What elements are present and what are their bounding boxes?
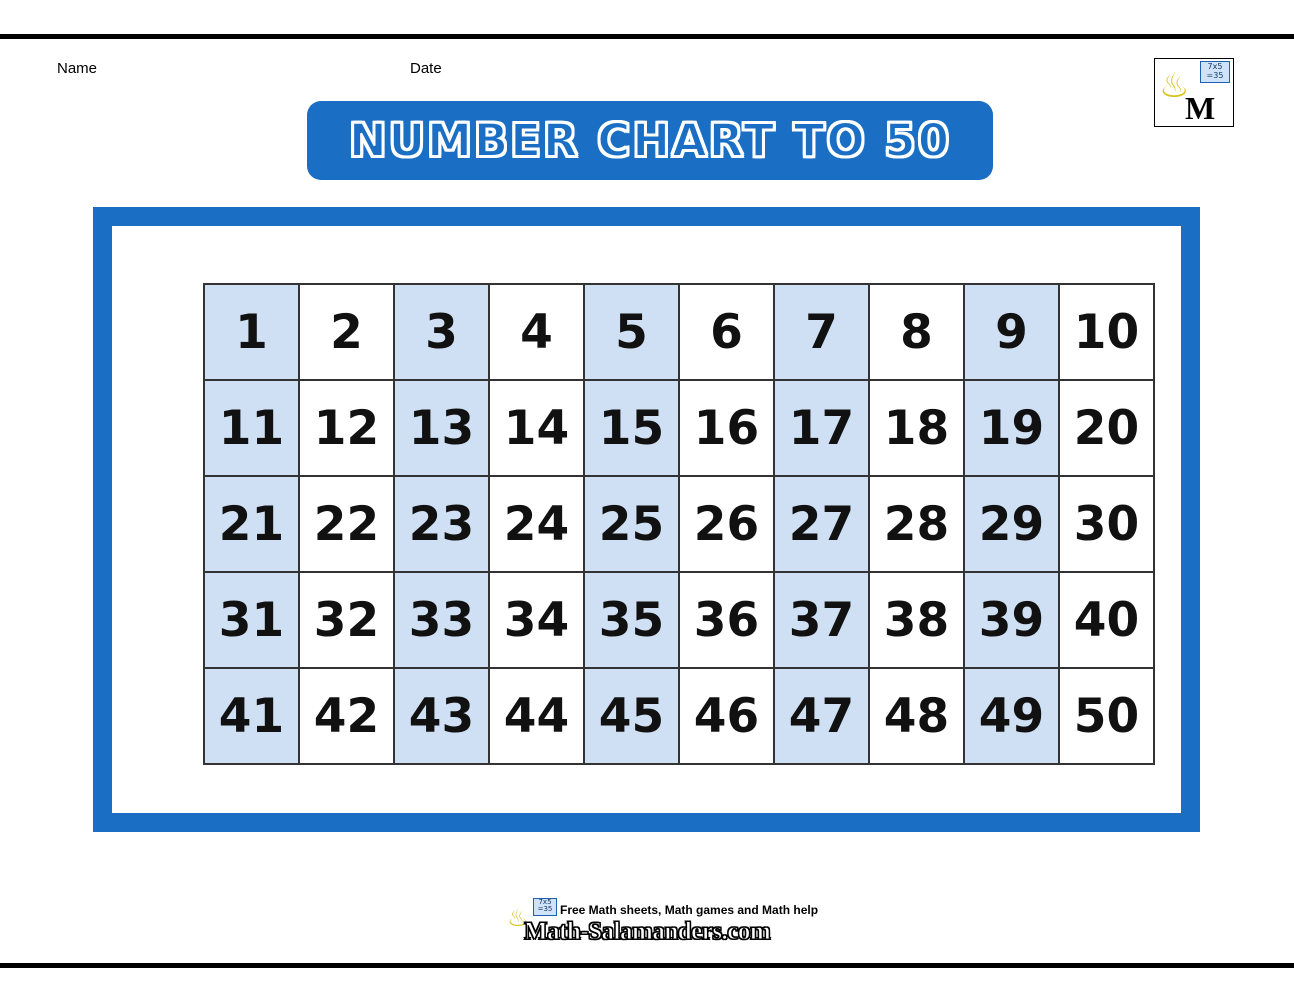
- math-salamanders-logo: [1154, 58, 1234, 127]
- number-cell: 5: [584, 284, 679, 380]
- number-cell: 27: [774, 476, 869, 572]
- number-cell: 47: [774, 668, 869, 764]
- number-cell: 28: [869, 476, 964, 572]
- number-cell: 23: [394, 476, 489, 572]
- number-cell: 33: [394, 572, 489, 668]
- salamander-icon: ♨: [1159, 66, 1190, 106]
- number-cell: 46: [679, 668, 774, 764]
- number-cell: 21: [204, 476, 299, 572]
- number-cell: 17: [774, 380, 869, 476]
- number-cell: 30: [1059, 476, 1154, 572]
- number-cell: 34: [489, 572, 584, 668]
- page-title: NUMBER CHART TO 50: [348, 114, 952, 167]
- number-cell: 13: [394, 380, 489, 476]
- number-cell: 37: [774, 572, 869, 668]
- name-label: Name: [57, 60, 98, 77]
- number-cell: 45: [584, 668, 679, 764]
- equation-line-1: 7x5: [1207, 62, 1223, 71]
- number-cell: 14: [489, 380, 584, 476]
- number-cell: 50: [1059, 668, 1154, 764]
- number-cell: 25: [584, 476, 679, 572]
- number-cell: 26: [679, 476, 774, 572]
- number-cell: 35: [584, 572, 679, 668]
- number-cell: 18: [869, 380, 964, 476]
- number-cell: 10: [1059, 284, 1154, 380]
- table-row: [204, 572, 1154, 668]
- number-cell: 29: [964, 476, 1059, 572]
- footer-equation-line-1: 7x5: [538, 898, 552, 906]
- number-cell: 24: [489, 476, 584, 572]
- number-cell: 42: [299, 668, 394, 764]
- number-cell: 32: [299, 572, 394, 668]
- number-cell: 12: [299, 380, 394, 476]
- date-label: Date: [410, 60, 442, 77]
- number-cell: 36: [679, 572, 774, 668]
- chart-inner: [112, 226, 1181, 813]
- number-cell: 41: [204, 668, 299, 764]
- footer-equation-line-2: =35: [537, 905, 553, 913]
- number-cell: 22: [299, 476, 394, 572]
- number-cell: 9: [964, 284, 1059, 380]
- number-cell: 49: [964, 668, 1059, 764]
- header-divider-top: [0, 34, 1294, 39]
- equation-icon: [1200, 61, 1230, 83]
- number-cell: 44: [489, 668, 584, 764]
- number-cell: 43: [394, 668, 489, 764]
- number-cell: 1: [204, 284, 299, 380]
- number-cell: 38: [869, 572, 964, 668]
- footer-equation-icon: [533, 898, 557, 916]
- table-row: [204, 476, 1154, 572]
- equation-line-2: =35: [1206, 71, 1224, 80]
- number-cell: 11: [204, 380, 299, 476]
- number-cell: 4: [489, 284, 584, 380]
- number-cell: 15: [584, 380, 679, 476]
- footer-tagline: Free Math sheets, Math games and Math help: [560, 903, 819, 917]
- table-row: [204, 668, 1154, 764]
- number-cell: 3: [394, 284, 489, 380]
- footer-salamander-icon: ♨: [507, 904, 529, 932]
- logo-letter: M: [1185, 90, 1216, 126]
- footer-url[interactable]: Math-Salamanders.com: [524, 918, 771, 945]
- number-cell: 6: [679, 284, 774, 380]
- number-cell: 48: [869, 668, 964, 764]
- number-cell: 8: [869, 284, 964, 380]
- number-chart-body: [204, 284, 1154, 764]
- table-row: [204, 380, 1154, 476]
- number-cell: 2: [299, 284, 394, 380]
- number-chart-table: [203, 283, 1155, 765]
- number-cell: 19: [964, 380, 1059, 476]
- title-banner: [307, 101, 993, 180]
- number-cell: 16: [679, 380, 774, 476]
- number-cell: 39: [964, 572, 1059, 668]
- number-cell: 7: [774, 284, 869, 380]
- number-cell: 31: [204, 572, 299, 668]
- number-cell: 20: [1059, 380, 1154, 476]
- footer-divider-bottom: [0, 963, 1294, 968]
- table-row: [204, 284, 1154, 380]
- number-cell: 40: [1059, 572, 1154, 668]
- chart-frame: [93, 207, 1200, 832]
